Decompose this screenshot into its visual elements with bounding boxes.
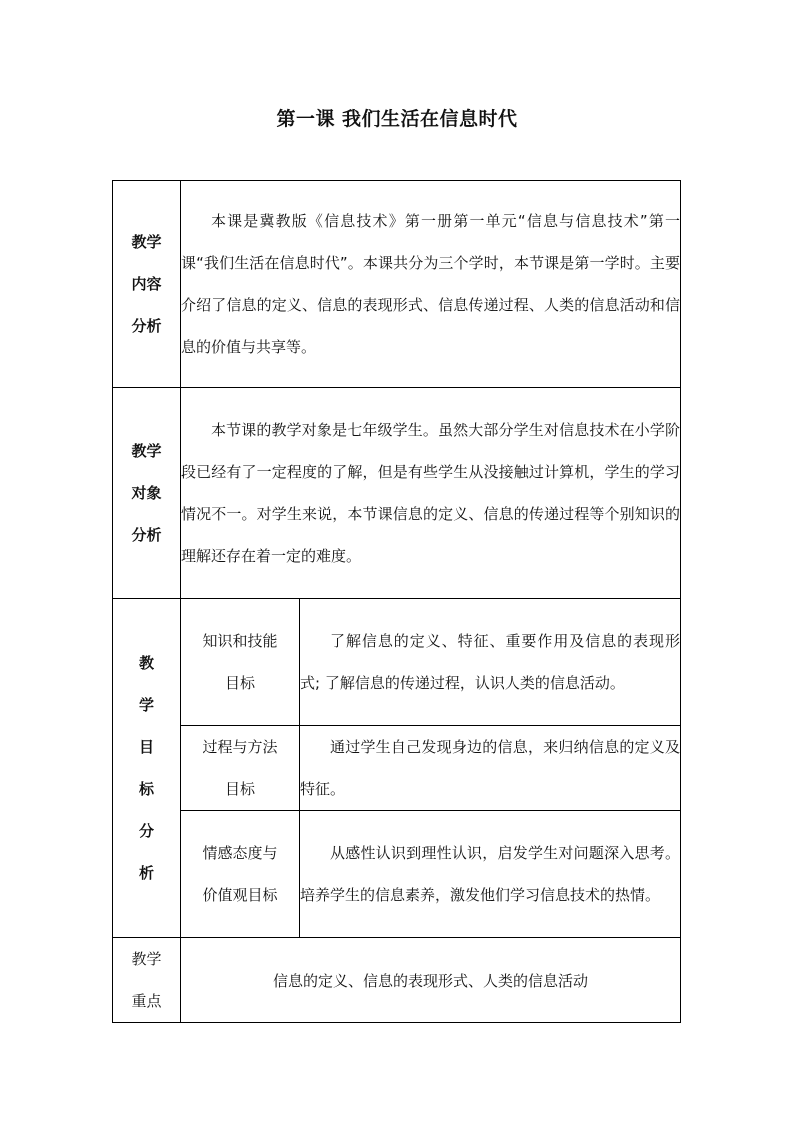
label-char: 析 [138,864,154,882]
goal-label-attitude [181,811,300,938]
focus-label [113,938,181,1023]
goal-text-knowledge: 了解信息的定义、特征、重要作用及信息的表现形式; 了解信息的传递过程，认识人类的信息活动。 [300,599,681,726]
content-analysis-label [113,181,181,388]
label-char: 学 [138,696,154,714]
goal-row-attitude [113,811,681,938]
goal-label-knowledge [181,599,300,726]
label-line: 目标 [224,674,255,692]
label-char: 标 [138,780,154,798]
label-line: 对象 [131,484,162,502]
label-line: 目标 [224,780,255,798]
label-line: 内容 [131,275,162,293]
label-line: 分析 [131,526,162,544]
focus-text: 信息的定义、信息的表现形式、人类的信息活动 [181,938,681,1023]
audience-analysis-text: 本节课的教学对象是七年级学生。虽然大部分学生对信息技术在小学阶段已经有了一定程度的了解，但是有些学生从没接触过计算机，学生的学习情况不一。对学生来说，本节课信息的定义、信息的传递过程等个别知识的理解还存在着一定的难度。 [181,388,681,599]
label-line: 重点 [131,992,162,1010]
label-line: 分析 [131,317,162,335]
page-title: 第一课 我们生活在信息时代 [276,108,518,130]
label-char: 教 [138,654,154,672]
content-analysis-row [113,181,681,388]
label-line: 教学 [131,950,162,968]
label-line: 价值观目标 [202,886,278,904]
goal-text-process: 通过学生自己发现身边的信息，来归纳信息的定义及特征。 [300,726,681,811]
label-line: 知识和技能 [202,632,278,650]
goal-row-knowledge [113,599,681,726]
goal-text-attitude: 从感性认识到理性认识，启发学生对问题深入思考。培养学生的信息素养，激发他们学习信息技术的热情。 [300,811,681,938]
content-analysis-text: 本课是冀教版《信息技术》第一册第一单元“信息与信息技术”第一课“我们生活在信息时代”。本课共分为三个学时，本节课是第一学时。主要介绍了信息的定义、信息的表现形式、信息传递过程、人类的信息活动和信息的价值与共享等。 [181,181,681,388]
goal-row-process [113,726,681,811]
label-line: 教学 [131,442,162,460]
goal-label-process [181,726,300,811]
label-line: 过程与方法 [202,738,278,756]
goals-analysis-label [113,599,181,938]
audience-analysis-row [113,388,681,599]
audience-analysis-label [113,388,181,599]
focus-row [113,938,681,1023]
label-char: 分 [138,822,154,840]
label-line: 情感态度与 [202,844,278,862]
label-line: 教学 [131,233,162,251]
lesson-plan-table [112,180,681,1023]
label-char: 目 [138,738,154,756]
